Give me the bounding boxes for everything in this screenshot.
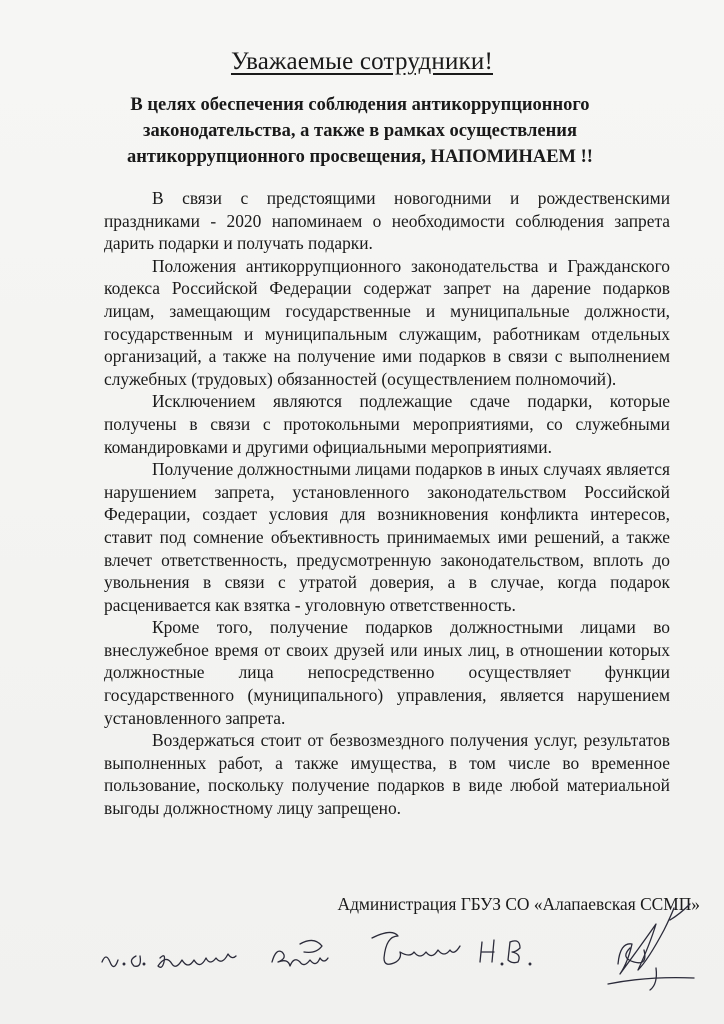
paragraph-4: Получение должностными лицами подарков в иных случаях является нарушением запрета, установленного законодательством Российской Федерации, создает условия для возникновения конфликта интересов, ставит под сомнение объективность принимаемых ими решений, а также влечет ответственность, предусмотренную законодательством, вплоть до увольнения в связи с утратой доверия, а в случае, когда подарок расценивается как взятка - уголовную ответственность. [104, 459, 670, 615]
signature-scribble-icon [90, 900, 724, 1000]
paragraph-5: Кроме того, получение подарков должностными лицами во внеслужебное время от своих друзей или иных лиц, в отношении которых должностные лица непосредственно осуществляет функции государственного (муниципального) управления, является нарушением установленного запрета. [104, 617, 670, 728]
subtitle-line-2: законодательства, а также в рамках осуществления [143, 121, 577, 141]
document-heading: Уважаемые сотрудники! [230, 48, 493, 75]
paragraph-3: Исключением являются подлежащие сдаче подарки, которые получены в связи с протокольными мероприятиями, со служебными командировками и другими официальными мероприятиями. [104, 391, 670, 457]
document-subtitle [60, 92, 660, 170]
document-body [104, 187, 670, 820]
subtitle-line-3: антикоррупционного просвещения, НАПОМИНАЕМ !! [127, 147, 593, 167]
paragraph-2: Положения антикоррупционного законодательства и Гражданского кодекса Российской Федерации содержат запрет на дарение подарков лицам, замещающим государственные и муниципальные должности, государственным и муниципальным служащим, работникам отдельных организаций, а также на получение ими подарков в связи с выполнением служебных (трудовых) обязанностей (осуществлением полномочий). [104, 255, 670, 389]
paragraph-1: В связи с предстоящими новогодними и рождественскими праздниками - 2020 напоминаем о необходимости соблюдения запрета дарить подарки и получать подарки. [104, 188, 670, 254]
subtitle-line-1: В целях обеспечения соблюдения антикоррупционного [130, 95, 590, 115]
paragraph-6: Воздержаться стоит от безвозмездного получения услуг, результатов выполненных работ, а также имущества, в том числе во временное пользование, поскольку получение подарков в виде любой материальной выгоды должностному лицу запрещено. [104, 730, 670, 819]
administration-signoff: Администрация ГБУЗ СО «Алапаевская ССМП» [337, 894, 700, 914]
handwritten-signature [90, 900, 724, 1000]
